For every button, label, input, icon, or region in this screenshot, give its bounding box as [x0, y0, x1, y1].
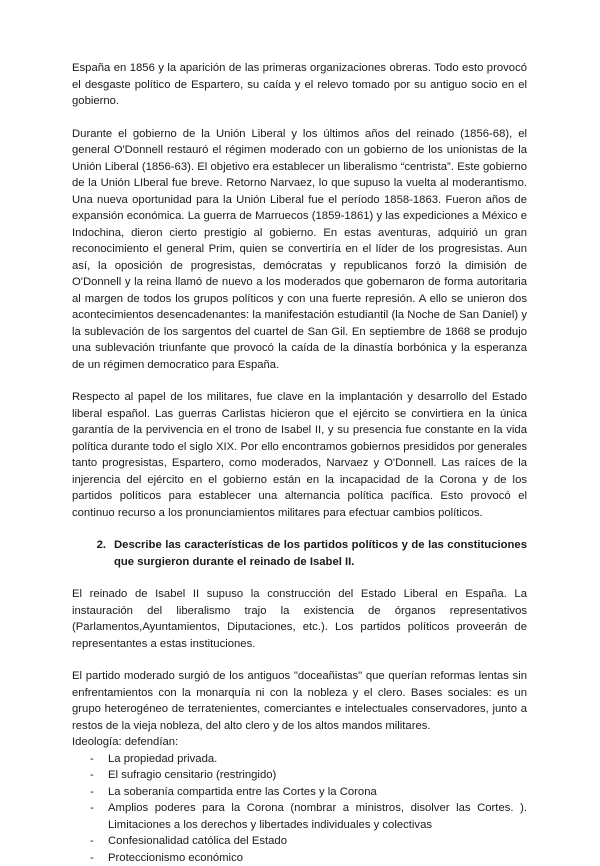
question-text: Describe las características de los partidos políticos y de las constituciones que surgieron durante el reinado de Isabel II.: [114, 537, 527, 570]
list-item-text: La propiedad privada.: [108, 751, 527, 768]
list-item-text: El sufragio censitario (restringido): [108, 767, 527, 784]
list-item-text: La soberanía compartida entre las Cortes y la Corona: [108, 784, 527, 801]
list-item-text: Amplios poderes para la Corona (nombrar a ministros, disolver las Cortes. ). Limitaciones a los derechos y libertades individuales y colectivas: [108, 800, 527, 833]
dash-bullet: -: [72, 784, 108, 801]
document-page: [72, 60, 527, 866]
dash-bullet: -: [72, 751, 108, 768]
ideology-label: Ideología: defendían:: [72, 734, 527, 751]
list-item: [72, 767, 527, 784]
dash-bullet: -: [72, 767, 108, 784]
dash-bullet: -: [72, 833, 108, 850]
paragraph-espartero-fall: España en 1856 y la aparición de las primeras organizaciones obreras. Todo esto provocó el desgaste político de Espartero, su caída y el relevo tomado por su antiguo socio en el gobierno.: [72, 60, 527, 110]
paragraph-union-liberal: Durante el gobierno de la Unión Liberal y los últimos años del reinado (1856-68), el general O'Donnell restauró el régimen moderado con un gobierno de los unionistas de la Unión Liberal (1856-63). El objetivo era establecer un liberalismo “centrista”. Este gobierno de la Unión LIberal fue breve. Retorno Narvaez, lo que supuso la vuelta al moderantismo. Una nueva oportunidad para la Unión Liberal fue el período 1858-1863. Fueron años de expansión económica. La guerra de Marruecos (1859-1861) y las expediciones a México e Indochina, dieron cierto prestigio al gobierno. En estas aventuras, adquirió un gran reconocimiento el general Prim, quien se convertiría en el líder de los progresistas. Aun así, la oposición de progresistas, demócratas y republicanos forzó la dimisión de O'Donnell y la reina llamó de nuevo a los moderados que gobernaron de forma autoritaria al margen de todos los grupos políticos y con una fuerte represión. A ello se unieron dos acontecimientos desencadenantes: la manifestación estudiantil (la Noche de San Daniel) y la sublevación de los sargentos del cuartel de San Gil. En septiembre de 1868 se produjo una sublevación triunfante que provocó la caída de la dinastía borbónica y la esperanza de un régimen democratico para España.: [72, 126, 527, 374]
question-number: 2.: [72, 537, 114, 570]
list-item: [72, 784, 527, 801]
list-item-text: Confesionalidad católica del Estado: [108, 833, 527, 850]
dash-bullet: -: [72, 800, 108, 833]
list-item: [72, 833, 527, 850]
list-item: [72, 800, 527, 833]
ideology-list: [72, 751, 527, 866]
list-item: [72, 751, 527, 768]
paragraph-liberal-state: El reinado de Isabel II supuso la construcción del Estado Liberal en España. La instauración del liberalismo trajo la existencia de órganos representativos (Parlamentos,Ayuntamientos, Diputaciones, etc.). Los partidos políticos proveerán de representantes a estas instituciones.: [72, 586, 527, 652]
dash-bullet: -: [72, 850, 108, 866]
paragraph-moderate-party: El partido moderado surgió de los antiguos "doceañistas" que querían reformas lentas sin enfrentamientos con la monarquía ni con la nobleza y el clero. Bases sociales: es un grupo heterogéneo de terratenientes, comerciantes e intelectuales conservadores, junto a restos de la vieja nobleza, del alto clero y de los altos mandos militares.: [72, 668, 527, 734]
paragraph-military-role: Respecto al papel de los militares, fue clave en la implantación y desarrollo del Estado liberal español. Las guerras Carlistas hicieron que el ejército se convirtiera en la única garantía de la pervivencia en el trono de Isabel II, y su presencia fue constante en la vida política durante todo el siglo XIX. Por ello encontramos gobiernos presididos por generales tanto progresistas, Espartero, como moderados, Narvaez y O'Donnell. Las raíces de la injerencia del ejército en el gobierno están en la incapacidad de la Corona y de los partidos políticos para establecer una alternancia política pacífica. Esto provocó el continuo recurso a los pronunciamientos militares para efectuar cambios políticos.: [72, 389, 527, 521]
question-heading: [72, 537, 527, 570]
list-item: [72, 850, 527, 866]
list-item-text: Proteccionismo económico: [108, 850, 527, 866]
